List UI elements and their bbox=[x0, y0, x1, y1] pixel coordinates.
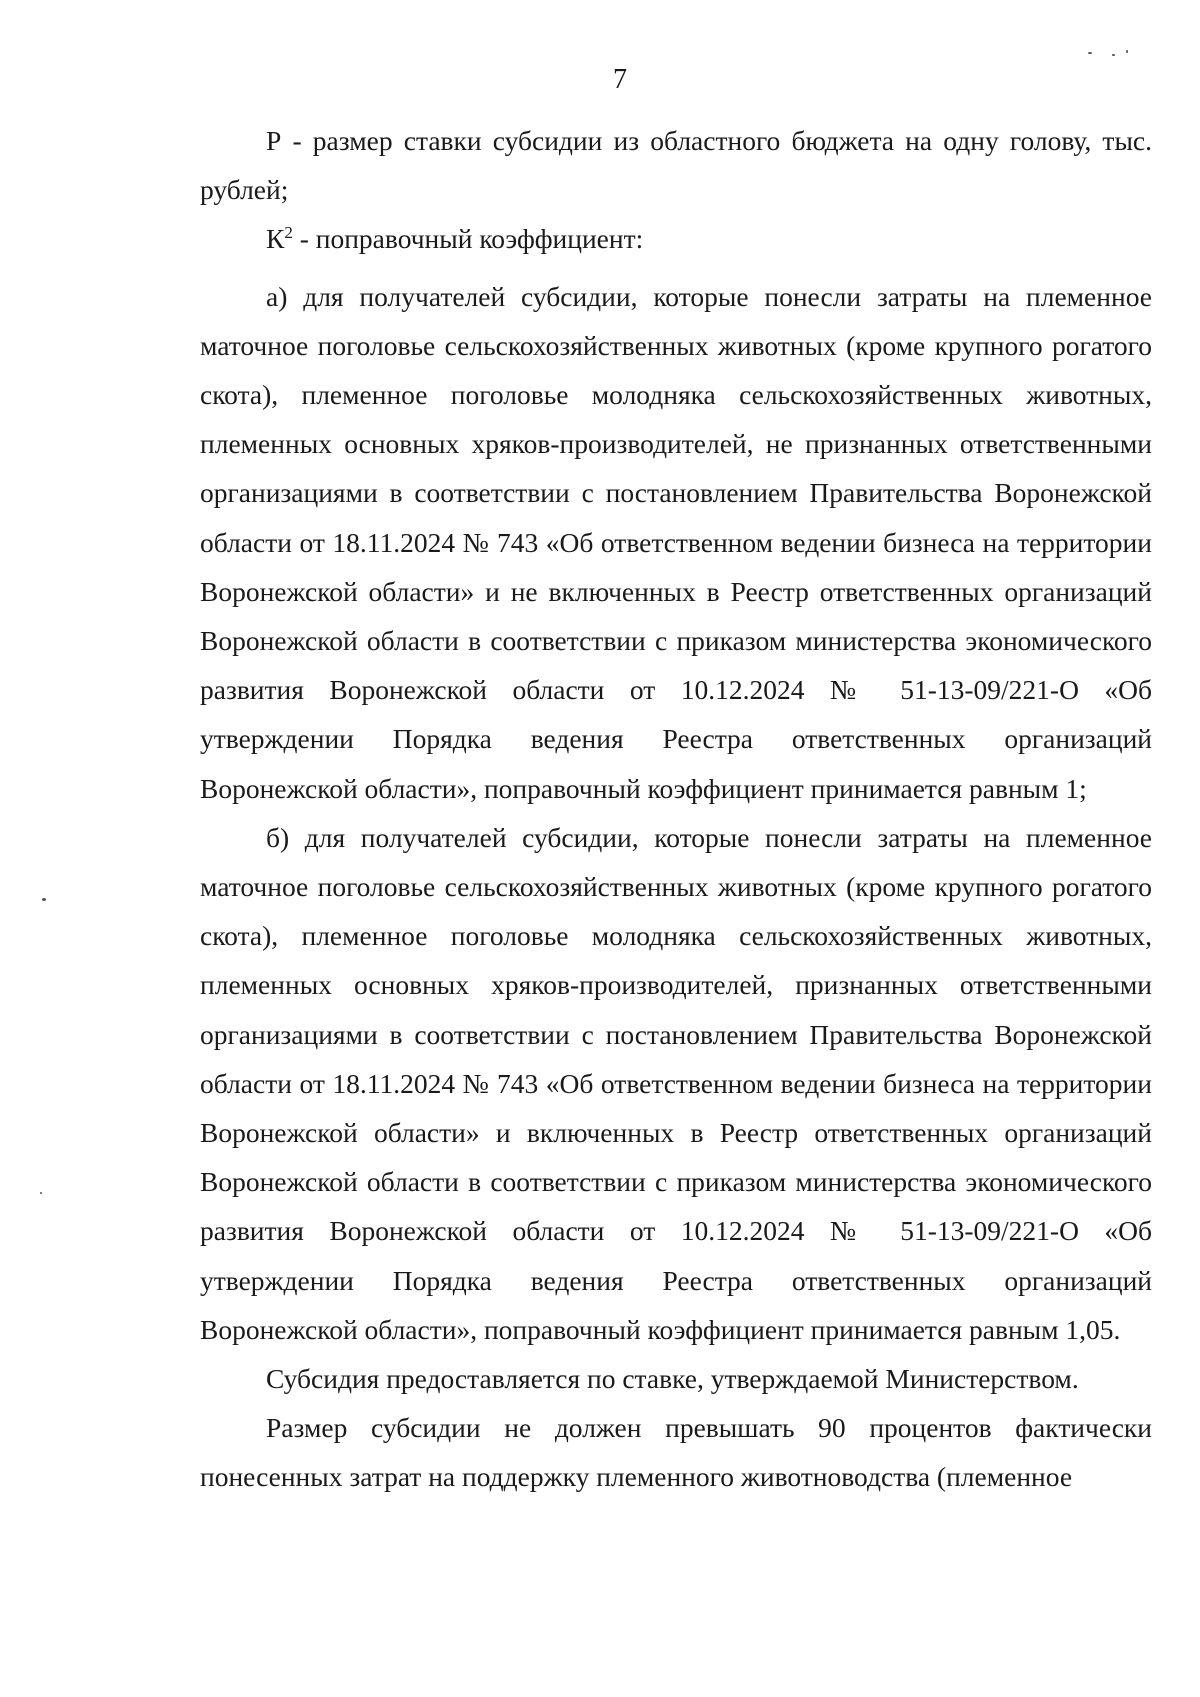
symbol-k: К bbox=[266, 223, 285, 255]
superscript: 2 bbox=[284, 223, 293, 243]
scan-speck bbox=[40, 1192, 42, 1194]
page-number: 7 bbox=[613, 64, 627, 95]
paragraph-item-a: а) для получателей субсидии, которые понесли затраты на племенное маточное поголовье сельскохозяйственных животных (кроме крупного рогатого скота), племенное поголовье молодняка сельскохозяйственных животных, племенных основных хряков-производителей, не признанных ответственными организациями в соответствии с постановлением Правительства Воронежской области от 18.11.2024 № 743 «Об ответственном ведении бизнеса на территории Воронежской области» и не включенных в Реестр ответственных организаций Воронежской области в соответствии с приказом министерства экономического развития Воронежской области от 10.12.2024 № 51-13-09/221-О «Об утверждении Порядка ведения Реестра ответственных организаций Воронежской области», поправочный коэффициент принимается равным 1; bbox=[200, 280, 1152, 804]
k2-definition-text: - поправочный коэффициент: bbox=[292, 223, 644, 255]
document-body bbox=[200, 116, 1152, 1502]
paragraph-item-b: б) для получателей субсидии, которые понесли затраты на племенное маточное поголовье сельскохозяйственных животных (кроме крупного рогатого скота), племенное поголовье молодняка сельскохозяйственных животных, племенных основных хряков-производителей, признанных ответственными организациями в соответствии с постановлением Правительства Воронежской области от 18.11.2024 № 743 «Об ответственном ведении бизнеса на территории Воронежской области» и включенных в Реестр ответственных организаций Воронежской области в соответствии с приказом министерства экономического развития Воронежской области от 10.12.2024 № 51-13-09/221-О «Об утверждении Порядка ведения Реестра ответственных организаций Воронежской области», поправочный коэффициент принимается равным 1,05. bbox=[200, 821, 1152, 1345]
scan-speck bbox=[42, 898, 46, 901]
scan-speck bbox=[1126, 50, 1128, 53]
paragraph-subsidy-limit: Размер субсидии не должен превышать 90 процентов фактически понесенных затрат на поддержку племенного животноводства (племенное bbox=[200, 1412, 1152, 1493]
scan-speck bbox=[1088, 52, 1092, 54]
scan-speck bbox=[1112, 54, 1115, 56]
paragraph-subsidy-rate: Субсидия предоставляется по ставке, утверждаемой Министерством. bbox=[266, 1363, 1079, 1395]
paragraph-k2-definition bbox=[200, 214, 1152, 263]
paragraph-p-definition: Р - размер ставки субсидии из областного бюджета на одну голову, тыс. рублей; bbox=[200, 125, 1152, 206]
